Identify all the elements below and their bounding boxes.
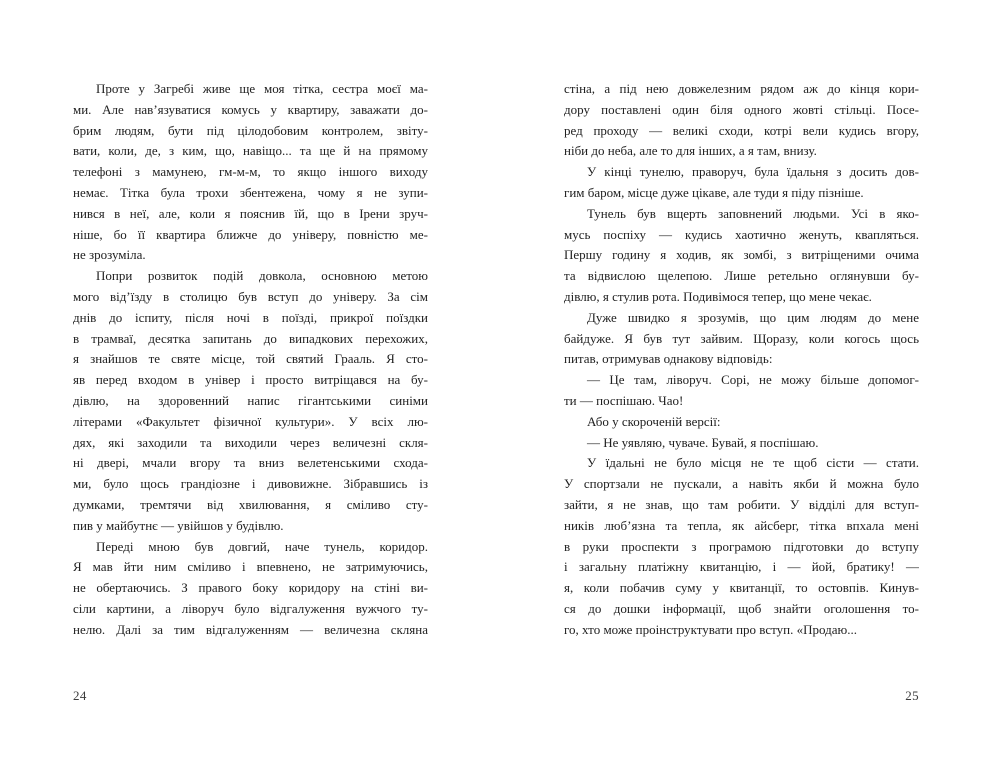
text-line: ти — поспішаю. Чао!: [564, 392, 684, 408]
text-line: ні двері, мчали вгору та вниз велетенськими схода-: [73, 455, 428, 471]
text-line: в трамваї, десятка запитань до випадкових перехожих,: [73, 330, 428, 346]
text-line: я знайшов те святе місце, той святий Грааль. Я сто-: [73, 351, 428, 367]
text-line: ми. Але нав’язуватися комусь у квартиру, заважати до-: [73, 101, 428, 117]
text-line: не зрозуміла.: [73, 247, 146, 263]
page-number-right: 25: [905, 688, 919, 703]
text-line: Переді мною був довгий, наче тунель, коридор.: [96, 538, 428, 554]
text-line: мого від’їзду в столицю був вступ до універу. За сім: [73, 288, 428, 304]
text-line: ніше, бо її квартира ближче до універу, повністю ме-: [73, 226, 428, 242]
text-line: брим людям, бути під цілодобовим контролем, звіту-: [73, 122, 428, 138]
text-line: Проте у Загребі живе ще моя тітка, сестра моєї ма-: [96, 81, 428, 96]
page-number-left: 24: [73, 688, 87, 703]
text-line: вати, коли, де, з ким, що, навіщо... та ще й на прямому: [73, 143, 428, 159]
text-line: Тунель був вщерть заповнений людьми. Усі в яко-: [587, 205, 919, 221]
text-line: телефоні з мамунею, гм-м-м, то якщо іншого виходу: [73, 164, 428, 180]
text-line: Попри розвиток подій довкола, основною метою: [96, 268, 428, 284]
text-line: дях, які заходили та виходили через величезні скля-: [73, 434, 428, 450]
page-left: [0, 0, 495, 762]
text-line: ред проходу — великі сходи, котрі вели кудись вгору,: [564, 122, 919, 138]
text-line: днів до іспиту, після ночі в поїзді, прикрої поїздки: [73, 309, 428, 325]
page-right: [495, 0, 991, 762]
text-line: ми, було щось грандіозне і дивовижне. Зібравшись із: [73, 476, 428, 492]
text-line: — Не уявляю, чуваче. Бувай, я поспішаю.: [587, 434, 819, 450]
text-line: дівлю, на здоровенний напис гігантськими синіми: [73, 392, 428, 408]
text-line: сіли картини, а ліворуч було відгалуження вужчого ту-: [73, 600, 428, 616]
text-line: пив у майбутнє — увійшов у будівлю.: [73, 517, 284, 533]
text-line: не обертаючись. З правого боку коридору на стіні ви-: [73, 580, 428, 596]
text-line: дору поставлені один біля одного жовті стільці. Посе-: [564, 101, 919, 117]
text-line: стіна, а під нею довжелезним рядом аж до кінця кори-: [564, 81, 919, 96]
text-line: питав, отримував однакову відповідь:: [564, 351, 773, 367]
text-line: і загальну платіжну квитанцію, і — йой, братику! —: [564, 559, 919, 575]
text-line: ників люб’язна та тепла, як айсберг, тітка впхала мені: [564, 517, 919, 533]
text-line: та відвислою щелепою. Лише ретельно оглянувши бу-: [564, 268, 919, 284]
text-line: байдуже. Я був тут зайвим. Щоразу, коли когось щось: [564, 330, 919, 346]
text-line: У спортзали не пускали, а навіть якби й можна було: [564, 476, 919, 492]
text-line: в руки проспекти з програмою підготовки до вступу: [564, 538, 919, 554]
page-left-text-column: [73, 79, 428, 641]
page-right-text-column: [564, 79, 919, 641]
text-line: ніби до неба, але то для інших, а я там, внизу.: [564, 143, 817, 159]
text-line: Дуже швидко я зрозумів, що цим людям до мене: [587, 309, 919, 325]
text-line: — Це там, ліворуч. Сорі, не можу більше допомог-: [587, 372, 919, 388]
text-line: нелю. Далі за тим відгалуженням — величезна скляна: [73, 621, 428, 637]
text-line: гим баром, місце дуже цікаве, але туди я піду пізніше.: [564, 184, 864, 200]
text-line: літерами «Факультет фізичної культури». У всіх лю-: [73, 413, 428, 429]
text-line: Я мав йти ним сміливо і впевнено, не затримуючись,: [73, 559, 428, 575]
text-line: немає. Тітка була трохи збентежена, чому я не зупи-: [73, 184, 428, 200]
text-line: го, хто може проінструктувати про вступ. «Продаю...: [564, 621, 857, 637]
text-line: ся до дошки інформації, щоб знайти оголошення то-: [564, 600, 919, 616]
text-line: Або у скороченій версії:: [587, 413, 721, 429]
text-line: Першу годину я ходив, як зомбі, з витріщеними очима: [564, 247, 919, 263]
text-line: мусь поспіху — кудись хаотично женуть, квапляться.: [564, 226, 919, 242]
text-line: зайти, я не знав, що там робити. У відділі для вступ-: [564, 496, 919, 512]
text-line: нився в неї, але, коли я пояснив їй, що в Ірени зруч-: [73, 205, 428, 221]
text-line: У їдальні не було місця не те щоб сісти — стати.: [587, 455, 919, 471]
text-line: думками, тремтячи від хвилювання, я сміливо сту-: [73, 496, 428, 512]
text-line: яв перед входом в універ і просто витріщався на бу-: [73, 372, 428, 388]
text-line: я, коли побачив суму у квитанції, то остовпів. Кинув-: [564, 580, 919, 596]
text-line: дівлю, я стулив рота. Подивімося тепер, що мене чекає.: [564, 288, 872, 304]
text-line: У кінці тунелю, праворуч, була їдальня з досить дов-: [587, 164, 919, 180]
